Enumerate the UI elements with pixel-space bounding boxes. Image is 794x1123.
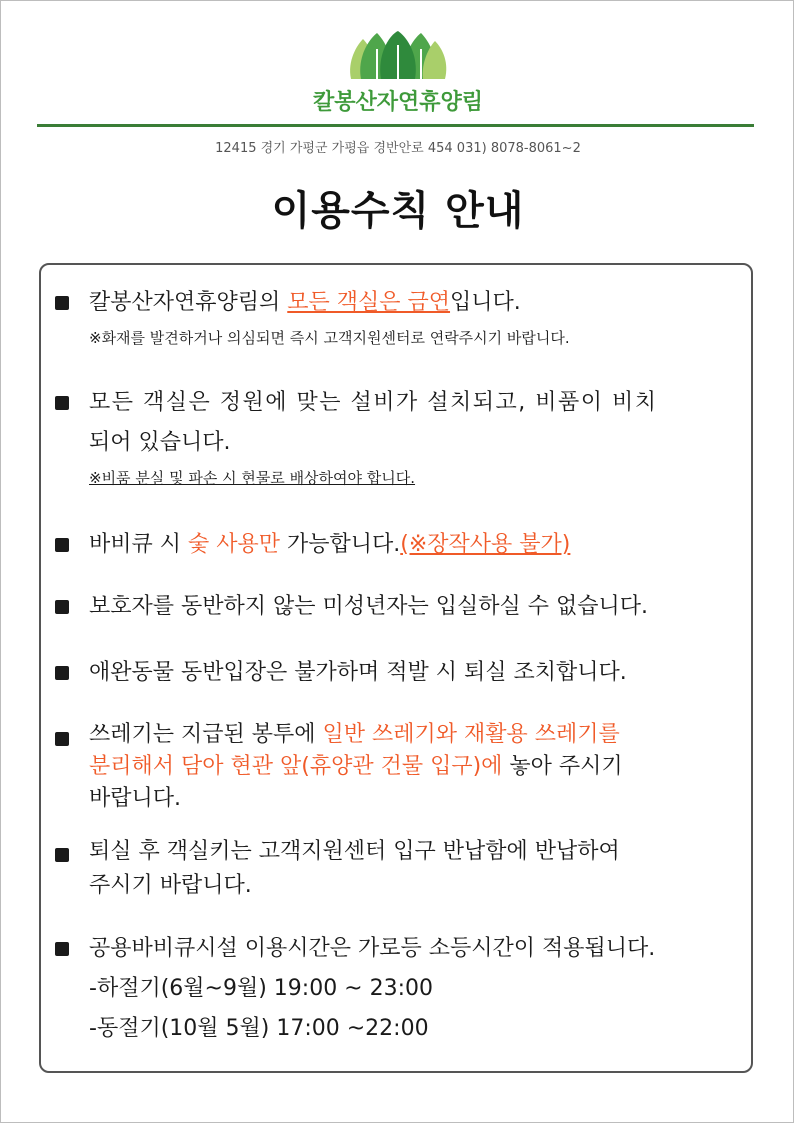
rule-1-note: ※화재를 발견하거나 의심되면 즉시 고객지원센터로 연락주시기 바랍니다. — [89, 329, 570, 347]
bullet-icon — [55, 942, 69, 956]
forest-logo — [1, 31, 794, 91]
rule-7-line-2: 주시기 바랍니다. — [89, 873, 252, 898]
bullet-icon — [55, 396, 69, 410]
bullet-icon — [55, 296, 69, 310]
rule-1-line — [89, 283, 741, 323]
rule-6 — [55, 719, 741, 815]
rule-2 — [55, 383, 741, 493]
rule-7 — [55, 835, 741, 903]
rule-6-highlight-1: 일반 쓰레기와 재활용 쓰레기를 — [322, 722, 620, 747]
rule-3-highlight: 숯 사용만 — [188, 532, 281, 557]
address-line: 12415 경기 가평군 가평읍 경반안로 454 031) 8078-8061~2 — [215, 141, 581, 156]
rule-2-line-1: 모든 객실은 정원에 맞는 설비가 설치되고, 비품이 비치 — [89, 390, 658, 415]
rule-6-text: 쓰레기는 지급된 봉투에 — [89, 722, 323, 747]
bullet-icon — [55, 538, 69, 552]
rule-8 — [55, 929, 741, 1049]
rule-5 — [55, 653, 741, 693]
rule-3-text: 바비큐 시 — [89, 532, 188, 557]
rule-1-text: 칼봉산자연휴양림의 — [89, 290, 288, 315]
rule-4-line: 보호자를 동반하지 않는 미성년자는 입실하실 수 없습니다. — [89, 594, 649, 619]
trees-icon — [343, 31, 453, 83]
rule-1-highlight: 모든 객실은 금연 — [287, 290, 451, 315]
rule-3-line — [89, 525, 741, 565]
rule-1-text-end: 입니다. — [450, 290, 521, 315]
org-name: 칼봉산자연휴양림 — [312, 90, 484, 115]
rule-3 — [55, 525, 741, 565]
rule-6-text-2: 놓아 주시기 — [502, 754, 623, 779]
bullet-icon — [55, 666, 69, 680]
rule-6-line-2 — [89, 751, 741, 783]
rule-8-line-1: 공용바비큐시설 이용시간은 가로등 소등시간이 적용됩니다. — [89, 936, 656, 961]
bullet-icon — [55, 848, 69, 862]
rules-box — [39, 263, 753, 1073]
rule-6-highlight-2: 분리해서 담아 현관 앞(휴양관 건물 입구)에 — [89, 754, 503, 779]
rule-8-line-2: -하절기(6월~9월) 19:00 ~ 23:00 — [89, 976, 434, 1001]
rule-2-note: ※비품 분실 및 파손 시 현물로 배상하여야 합니다. — [89, 469, 416, 487]
rule-5-line: 애완동물 동반입장은 불가하며 적발 시 퇴실 조치합니다. — [89, 660, 627, 685]
rule-3-warning: (※장작사용 불가) — [400, 532, 571, 557]
page-title: 이용수칙 안내 — [271, 188, 525, 234]
rule-3-text-end: 가능합니다. — [280, 532, 401, 557]
rule-7-line-1: 퇴실 후 객실키는 고객지원센터 입구 반납함에 반납하여 — [89, 839, 620, 864]
rule-2-line-2: 되어 있습니다. — [89, 430, 231, 455]
rule-1 — [55, 283, 741, 353]
header-divider — [37, 124, 754, 127]
bullet-icon — [55, 732, 69, 746]
bullet-icon — [55, 600, 69, 614]
rule-6-line-1 — [89, 719, 741, 751]
rule-6-line-3: 바랍니다. — [89, 786, 182, 811]
rule-8-line-3: -동절기(10월 5월) 17:00 ~22:00 — [89, 1016, 429, 1041]
rule-4 — [55, 587, 741, 627]
